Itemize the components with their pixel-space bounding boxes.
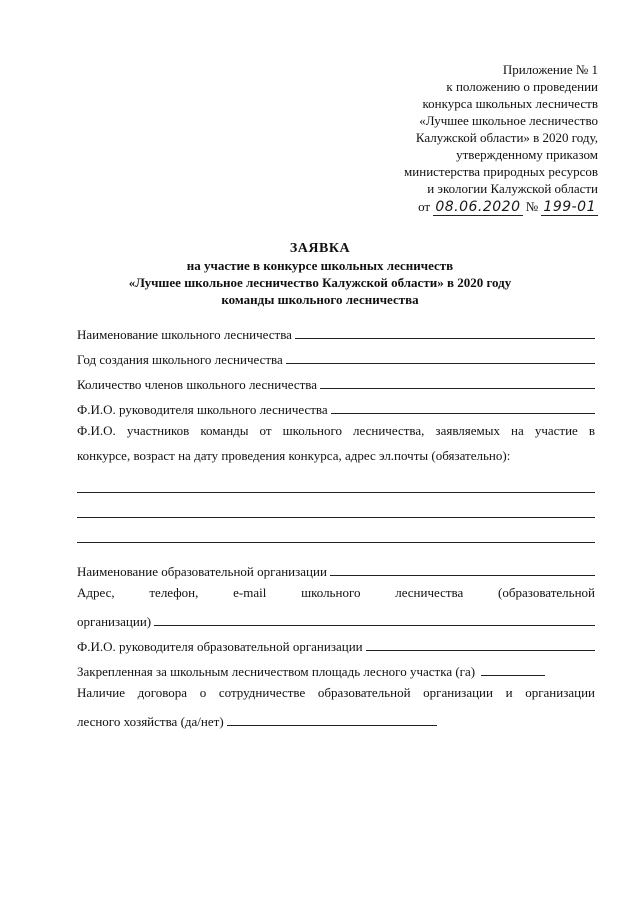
field-label: Год создания школьного лесничества (77, 352, 283, 367)
form-row-org-name (77, 555, 595, 580)
contract-text-line: Наличие договора о сотрудничестве образовательной организации и организации (77, 685, 595, 700)
field-label: Наименование образовательной организации (77, 564, 327, 579)
address-fill-line[interactable] (154, 624, 595, 626)
handwritten-date: 08.06.2020 (435, 199, 521, 215)
form-row-year (77, 343, 595, 368)
form-row-head (77, 393, 595, 418)
year-fill-line[interactable] (286, 362, 595, 364)
title-main: ЗАЯВКА (289, 241, 351, 256)
form-row-members (77, 368, 595, 393)
address-text-line: Адрес, телефон, e-mail школьного лесничества (образовательной (77, 585, 595, 600)
field-label: организации) (77, 614, 152, 629)
head-fill-line[interactable] (331, 412, 595, 414)
appendix-line: конкурса школьных лесничеств (422, 96, 598, 111)
appendix-line: Приложение № 1 (502, 62, 598, 77)
form-title (0, 240, 640, 308)
title-line: «Лучшее школьное лесничество Калужской области» в 2020 году (128, 275, 512, 290)
date-prefix: от (418, 199, 431, 214)
handwritten-number: 199-01 (543, 199, 596, 215)
appendix-line: «Лучшее школьное лесничество (419, 113, 598, 128)
form-row-name (77, 318, 595, 343)
field-label: Ф.И.О. руководителя образовательной организации (77, 639, 363, 654)
form-row-address (77, 605, 595, 630)
field-label: Количество членов школьного лесничества (77, 377, 318, 392)
appendix-line: к положению о проведении (446, 79, 598, 94)
form-row-org-head (77, 630, 595, 655)
area-fill-line[interactable] (481, 674, 545, 676)
appendix-block (318, 61, 598, 216)
members-fill-line[interactable] (320, 387, 595, 389)
participants-fill-line[interactable] (77, 468, 595, 493)
field-label: Ф.И.О. руководителя школьного лесничества (77, 402, 328, 417)
name-fill-line[interactable] (295, 337, 595, 339)
field-label: Наименование школьного лесничества (77, 327, 292, 342)
form-row-contract (77, 705, 595, 730)
appendix-line: утвержденному приказом (456, 147, 598, 162)
order-date-line (318, 198, 598, 216)
form-row-area (77, 655, 595, 680)
number-prefix: № (525, 199, 539, 214)
participants-text-line: конкурсе, возраст на дату проведения конкурса, адрес эл.почты (обязательно): (77, 448, 511, 463)
appendix-line: Калужской области» в 2020 году, (415, 130, 598, 145)
title-line: команды школьного лесничества (221, 292, 419, 307)
field-label: лесного хозяйства (да/нет) (77, 714, 224, 729)
participants-text-line: Ф.И.О. участников команды от школьного лесничества, заявляемых на участие в (77, 423, 595, 438)
participants-fill-line[interactable] (77, 518, 595, 543)
appendix-line: и экологии Калужской области (427, 181, 598, 196)
field-label: Закрепленная за школьным лесничеством площадь лесного участка (га) (77, 664, 476, 679)
participants-fill-line[interactable] (77, 493, 595, 518)
contract-fill-line[interactable] (227, 724, 437, 726)
title-line: на участие в конкурсе школьных лесничеств (186, 258, 454, 273)
application-form (77, 318, 595, 730)
org-name-fill-line[interactable] (330, 574, 595, 576)
org-head-fill-line[interactable] (366, 649, 595, 651)
appendix-line: министерства природных ресурсов (404, 164, 598, 179)
